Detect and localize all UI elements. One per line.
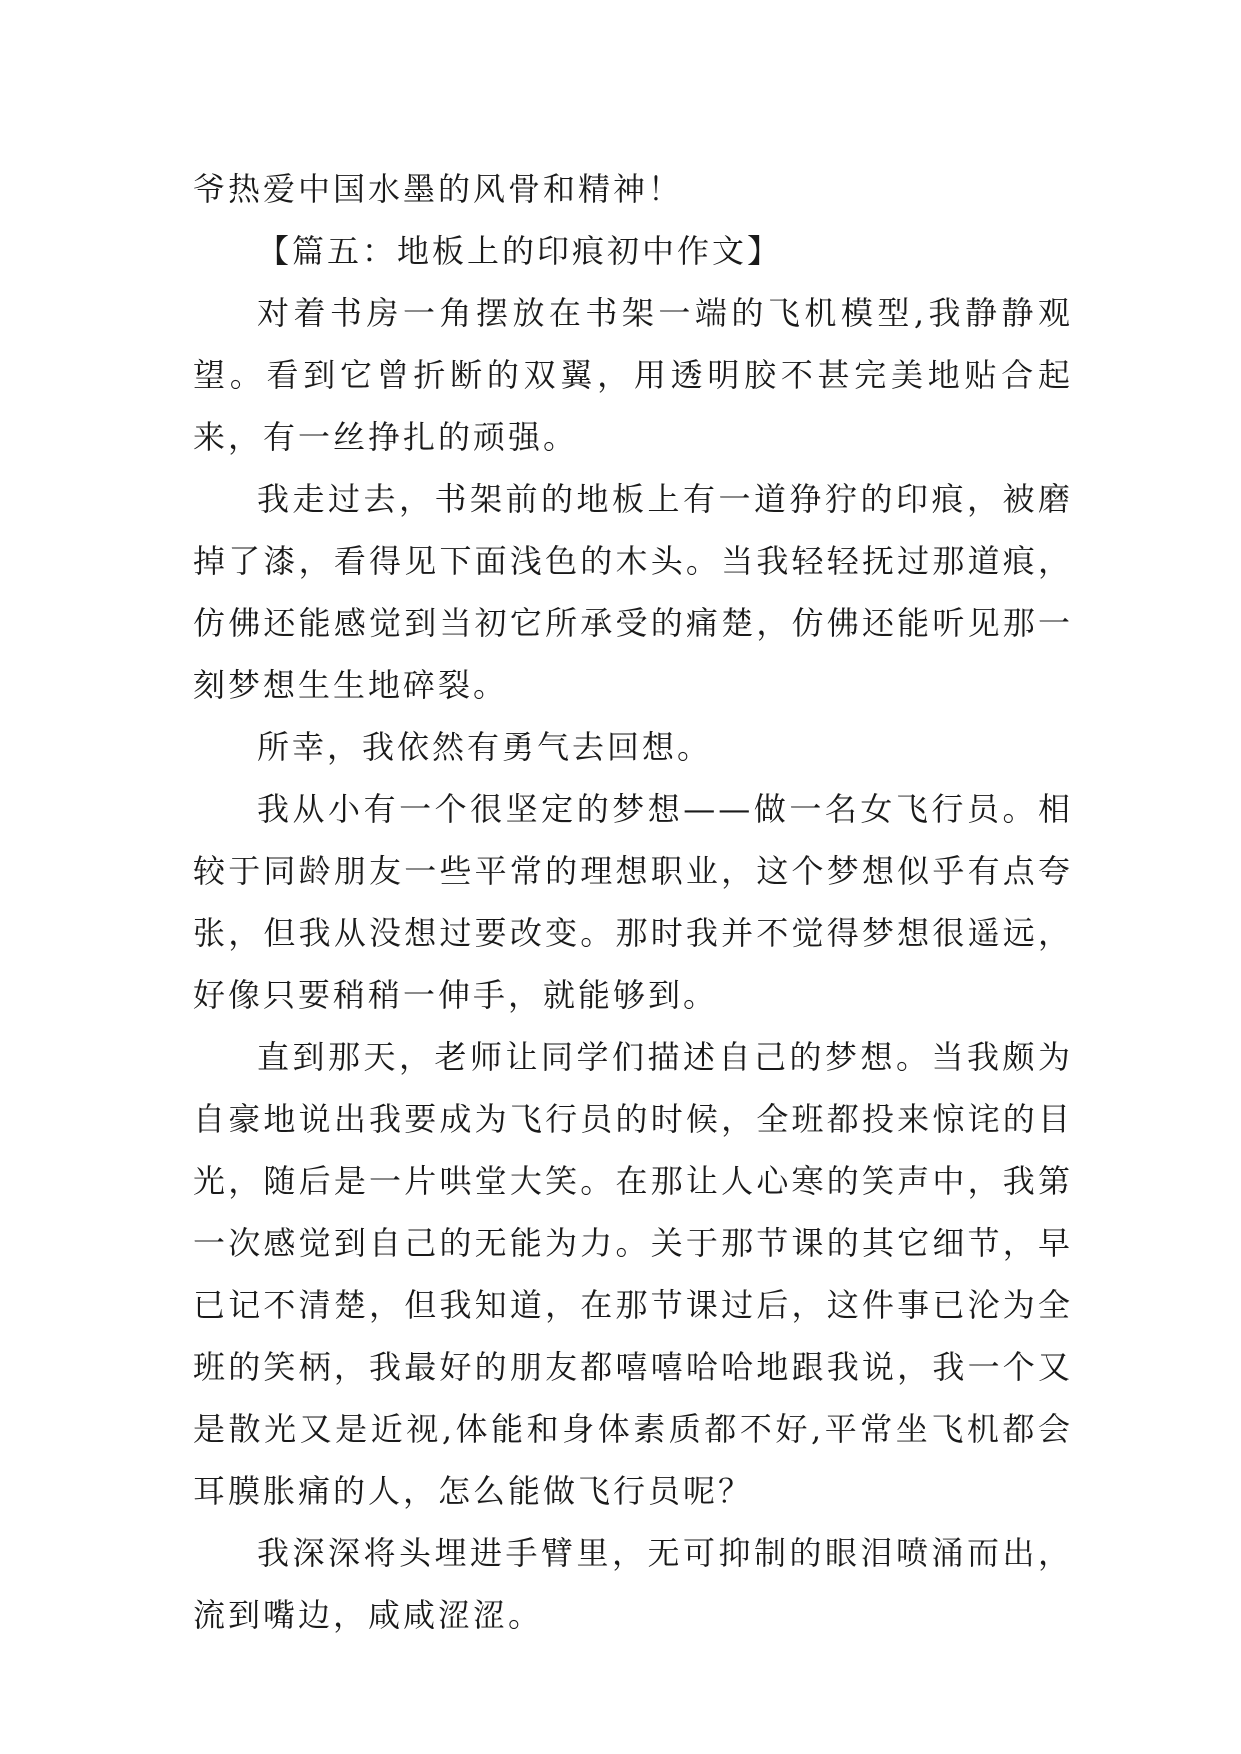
paragraph-1: 对着书房一角摆放在书架一端的飞机模型,我静静观望。看到它曾折断的双翼，用透明胶不甚完美地贴合起来，有一丝挣扎的顽强。 [193, 294, 1073, 456]
paragraph-6: 我深深将头埋进手臂里，无可抑制的眼泪喷涌而出，流到嘴边，咸咸涩涩。 [193, 1534, 1073, 1634]
paragraph-2: 我走过去，书架前的地板上有一道狰狞的印痕，被磨掉了漆，看得见下面浅色的木头。当我轻轻抚过那道痕，仿佛还能感觉到当初它所承受的痛楚，仿佛还能听见那一刻梦想生生地碎裂。 [193, 480, 1073, 704]
paragraph-4: 我从小有一个很坚定的梦想——做一名女飞行员。相较于同龄朋友一些平常的理想职业，这个梦想似乎有点夸张，但我从没想过要改变。那时我并不觉得梦想很遥远，好像只要稍稍一伸手，就能够到。 [193, 790, 1073, 1014]
document-body [193, 158, 1073, 1646]
paragraph-3: 所幸，我依然有勇气去回想。 [257, 728, 713, 766]
continuation-line: 爷热爱中国水墨的风骨和精神！ [193, 170, 684, 208]
paragraph-5: 直到那天，老师让同学们描述自己的梦想。当我颇为自豪地说出我要成为飞行员的时候，全班都投来惊诧的目光，随后是一片哄堂大笑。在那让人心寒的笑声中，我第一次感觉到自己的无能为力。关于那节课的其它细节，早已记不清楚，但我知道，在那节课过后，这件事已沦为全班的笑柄，我最好的朋友都嘻嘻哈哈地跟我说，我一个又是散光又是近视,体能和身体素质都不好,平常坐飞机都会耳膜胀痛的人，怎么能做飞行员呢？ [193, 1038, 1073, 1510]
section-title: 【篇五：地板上的印痕初中作文】 [257, 232, 783, 270]
